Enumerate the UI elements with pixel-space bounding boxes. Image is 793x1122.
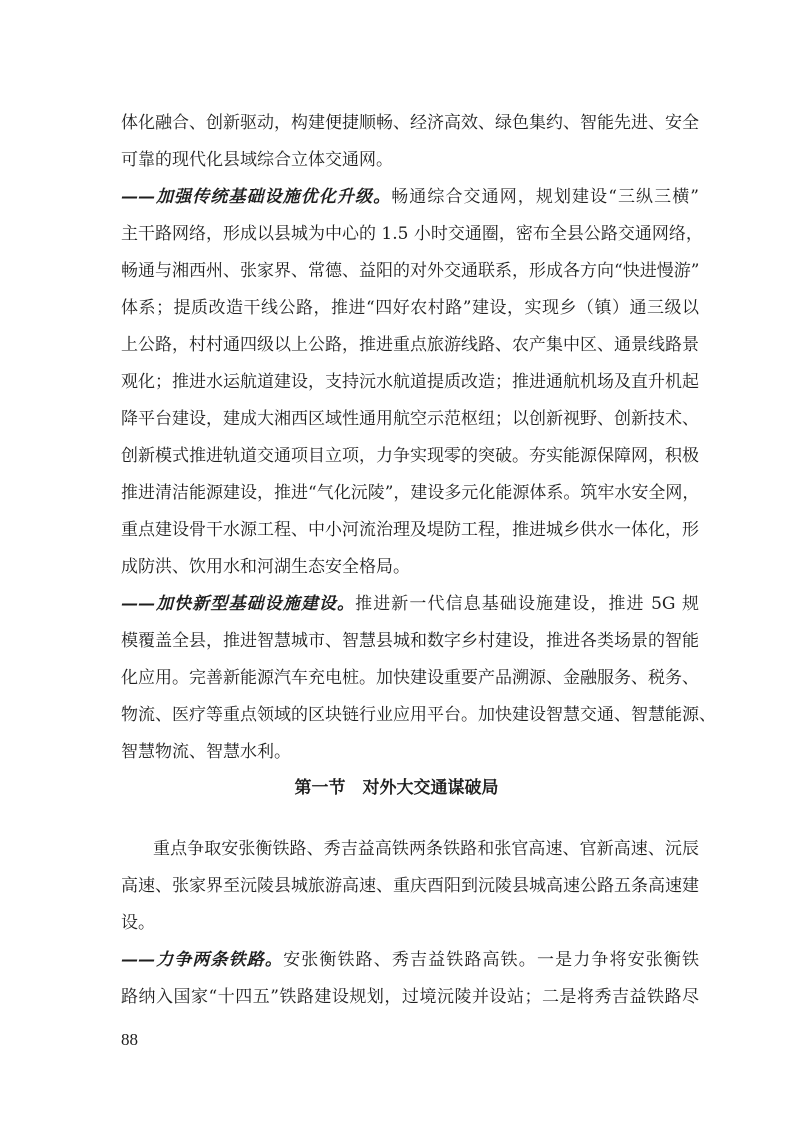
body-text-inline: 安张衡铁路、秀吉益铁路高铁。一是力争将安张衡铁 [283,950,700,970]
section-lead-new-infrastructure: ——加快新型基础设施建设。 [121,594,356,614]
body-text-line: 路纳入国家“十四五”铁路建设规划，过境沅陵并设站；二是将秀吉益铁路尽 [121,987,699,1007]
body-text-line: 成防洪、饮用水和河湖生态安全格局。 [121,557,410,577]
body-text-line: 体化融合、创新驱动，构建便捷顺畅、经济高效、绿色集约、智能先进、安全 [121,113,699,133]
body-text-line: 智慧物流、智慧水利。 [121,742,291,762]
body-text-line: 主干路网络，形成以县城为中心的 1.5 小时交通圈，密布全县公路交通网络， [121,224,703,244]
body-text-inline: 畅通综合交通网，规划建设“三纵三横” [391,187,699,207]
body-text-line: 降平台建设，建成大湘西区域性通用航空示范枢纽；以创新视野、创新技术、 [121,409,699,429]
body-text-line: 重点建设骨干水源工程、中小河流治理及堤防工程，推进城乡供水一体化，形 [121,520,699,540]
body-text-line: 观化；推进水运航道建设，支持沅水航道提质改造；推进通航机场及直升机起 [121,372,699,392]
body-text-line: 设。 [121,913,155,933]
section-lead-strengthen-traditional-infrastructure: ——加强传统基础设施优化升级。 [121,187,392,207]
page-number: 88 [121,1030,138,1049]
body-text-line: 物流、医疗等重点领域的区块链行业应用平台。加快建设智慧交通、智慧能源、 [121,705,716,725]
body-text-line: 体系；提质改造干线公路，推进“四好农村路”建设，实现乡（镇）通三级以 [121,298,699,318]
section-lead-line [121,593,699,615]
body-text-inline: 推进新一代信息基础设施建设，推进 5G 规 [355,594,700,614]
body-text-line: 重点争取安张衡铁路、秀吉益高铁两条铁路和张官高速、官新高速、沅辰 [153,839,699,859]
body-text-line: 可靠的现代化县域综合立体交通网。 [121,150,393,170]
body-text-line: 上公路，村村通四级以上公路，推进重点旅游线路、农产集中区、通景线路景 [121,335,699,355]
body-text-line: 高速、张家界至沅陵县城旅游高速、重庆酉阳到沅陵县城高速公路五条高速建 [121,876,699,896]
body-text-line: 创新模式推进轨道交通项目立项，力争实现零的突破。夯实能源保障网，积极 [121,446,699,466]
section-lead-two-railways: ——力争两条铁路。 [121,950,284,970]
body-text-line: 推进清洁能源建设，推进“气化沅陵”，建设多元化能源体系。筑牢水安全网， [121,483,700,503]
body-text-line: 模覆盖全县，推进智慧城市、智慧县城和数字乡村建设，推进各类场景的智能 [121,631,699,651]
section-heading: 第一节 对外大交通谋破局 [294,778,499,798]
body-text-line: 畅通与湘西州、张家界、常德、益阳的对外交通联系，形成各方向“快进慢游” [121,261,700,281]
body-text-line: 化应用。完善新能源汽车充电桩。加快建设重要产品溯源、金融服务、税务、 [121,668,699,688]
section-lead-line [121,949,699,971]
section-lead-line [121,186,699,208]
